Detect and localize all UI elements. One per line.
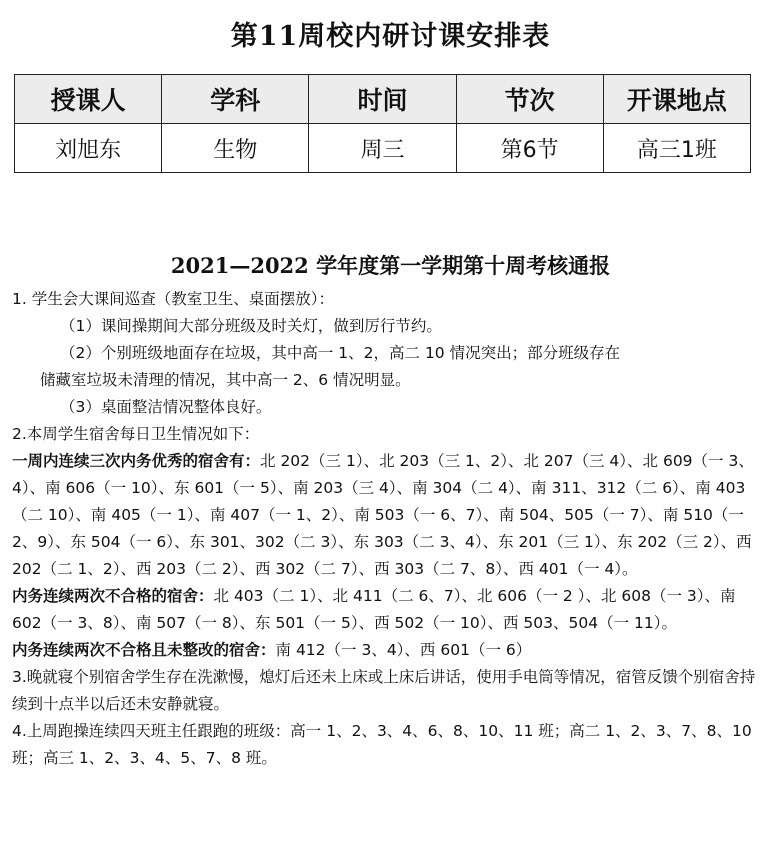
excellent-dorms-label: 一周内连续三次内务优秀的宿舍有： (12, 452, 261, 470)
item1-point2-line1: （2）个别班级地面存在垃圾，其中高一 1、2，高二 10 情况突出；部分班级存在 (60, 344, 621, 362)
header-period: 节次 (456, 75, 603, 124)
table-header-row (15, 75, 751, 124)
item3: 3.晚就寝个别宿舍学生存在洗漱慢，熄灯后还未上床或上床后讲话，使用手电筒等情况，宿管反馈个别宿舍持续到十点半以后还未安静就寝。 (12, 668, 756, 713)
cell-time: 周三 (309, 124, 456, 173)
item1-point2 (12, 340, 764, 394)
table-row (15, 124, 751, 173)
excellent-dorms-list: 北 202（三 1）、北 203（三 1、2）、北 207（三 4）、北 609（一 3、4）、南 606（一 10）、东 601（一 5）、南 203（三 4）、南 304（二 4）、南 311、312（二 6）、南 403（二 10）、南 405（一 1）、南 407（一 1、2）、南 503（一 6、7）、南 504、505（一 7）、南 510（一 2、9）、东 504（一 6）、东 301、302（二 3）、东 303（二 3、4）、东 201（三 1）、东 202（三 2）、西 202（二 1、2）、西 203（二 2）、西 302（二 7）、西 303（二 7、8）、西 401（一 4）。 (12, 452, 754, 578)
header-time: 时间 (309, 75, 456, 124)
excellent-dorms (12, 448, 764, 583)
cell-location: 高三1班 (603, 124, 750, 173)
schedule-table (14, 74, 751, 173)
item1-point2-line2: 储藏室垃圾未清理的情况，其中高一 2、6 情况明显。 (40, 371, 411, 389)
unfixed-dorms-label: 内务连续两次不合格且未整改的宿舍： (12, 641, 276, 659)
cell-subject: 生物 (162, 124, 309, 173)
item2-heading: 2.本周学生宿舍每日卫生情况如下： (12, 425, 260, 443)
unfixed-dorms-list: 南 412（一 3、4）、西 601（一 6） (275, 641, 532, 659)
item1-point1: （1）课间操期间大部分班级及时关灯，做到厉行节约。 (60, 317, 442, 335)
report-title: 2021—2022 学年度第一学期第十周考核通报 (170, 253, 611, 278)
cell-teacher: 刘旭东 (15, 124, 162, 173)
item1-heading: 1. 学生会大课间巡查（教室卫生、桌面摆放）： (12, 290, 334, 308)
header-subject: 学科 (162, 75, 309, 124)
item4: 4.上周跑操连续四天班主任跟跑的班级：高一 1、2、3、4、6、8、10、11 班；高二 1、2、3、7、8、10 班；高三 1、2、3、4、5、7、8 班。 (12, 722, 752, 767)
failed-dorms (12, 583, 764, 637)
item1-point3: （3）桌面整洁情况整体良好。 (60, 398, 272, 416)
schedule-title: 第11周校内研讨课安排表 (230, 21, 551, 52)
failed-dorms-label: 内务连续两次不合格的宿舍： (12, 587, 214, 605)
unfixed-dorms (12, 637, 764, 664)
cell-period: 第6节 (456, 124, 603, 173)
report-body (12, 286, 764, 772)
header-location: 开课地点 (603, 75, 750, 124)
header-teacher: 授课人 (15, 75, 162, 124)
failed-dorms-list: 北 403（二 1）、北 411（二 6、7）、北 606（一 2 ）、北 608（一 3）、南 602（一 3、8）、南 507（一 8）、东 501（一 5）、西 502（一 10）、西 503、504（一 11）。 (12, 587, 736, 632)
